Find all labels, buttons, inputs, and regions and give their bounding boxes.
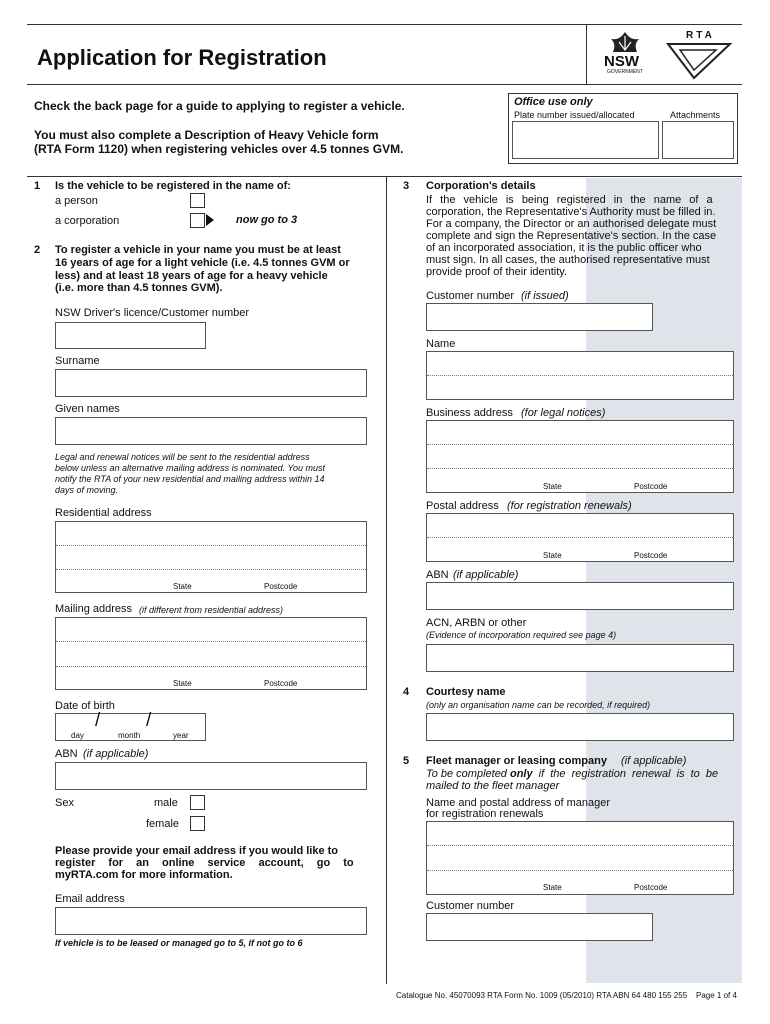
residential-address-field[interactable] — [55, 521, 367, 593]
q3-postal-line — [427, 537, 733, 538]
rta-chevron-icon — [664, 40, 734, 80]
q3-name-line — [427, 375, 733, 376]
q1-corporation-checkbox[interactable] — [190, 213, 205, 228]
q3-business-label: Business address — [426, 407, 513, 419]
section-divider — [27, 176, 742, 177]
intro-line2a: You must also complete a Description of Heavy Vehicle form — [34, 128, 379, 142]
rta-logo-text: RTA — [686, 30, 715, 41]
q3-business-line1 — [427, 444, 733, 445]
residential-line1 — [56, 545, 366, 546]
surname-field[interactable] — [55, 369, 367, 397]
q3-acn-field[interactable] — [426, 644, 734, 672]
q5-customer-label: Customer number — [426, 900, 515, 912]
q2-line3: less) and at least 18 years of age for a heavy vehicle — [55, 270, 328, 282]
q5-name-label-1: Name and postal address of manager — [426, 797, 611, 809]
abn-label: ABN — [55, 748, 78, 760]
attachments-label: Attachments — [670, 110, 721, 120]
q1-question: Is the vehicle to be registered in the name of: — [55, 180, 291, 192]
page-title: Application for Registration — [37, 45, 327, 70]
q2-line1: To register a vehicle in your name you must be at least — [55, 244, 341, 256]
abn-field[interactable] — [55, 762, 367, 790]
email-info-line3: myRTA.com for more information. — [55, 869, 233, 881]
residential-postcode-label: Postcode — [264, 582, 298, 591]
arrow-right-icon — [206, 214, 214, 226]
q2-line4: (i.e. more than 4.5 tonnes GVM). — [55, 282, 223, 294]
given-names-label: Given names — [55, 403, 120, 415]
q3-business-postcode: Postcode — [634, 482, 668, 491]
q3-acn-label: ACN, ARBN or other — [426, 617, 527, 629]
q3-postal-postcode: Postcode — [634, 551, 668, 560]
dob-year-label: year — [173, 731, 189, 740]
rta-logo — [664, 30, 734, 80]
given-names-field[interactable] — [55, 417, 367, 445]
q3-customer-label: Customer number — [426, 290, 515, 302]
mailing-state-label: State — [173, 679, 192, 688]
email-label: Email address — [55, 893, 125, 905]
q3-postal-note: (for registration renewals) — [507, 500, 632, 512]
attachments-field[interactable] — [662, 121, 734, 159]
q3-text-5: of an incorporated association, it is the public officer who — [426, 242, 702, 254]
sex-male-label: male — [154, 797, 178, 809]
notice-line2: below unless an alternative mailing address is nominated. You must — [55, 463, 325, 473]
dob-slash-2: / — [146, 710, 152, 731]
q3-customer-field[interactable] — [426, 303, 653, 331]
q3-business-line2 — [427, 468, 733, 469]
q3-text-7: provide proof of their identity. — [426, 266, 568, 278]
waratah-icon — [597, 30, 653, 54]
sex-female-label: female — [146, 818, 180, 830]
q3-text-2: corporation, the Representative's Authority must be filled in. — [426, 206, 716, 218]
q5-manager-field[interactable] — [426, 821, 734, 895]
q1-goto: now go to 3 — [236, 214, 298, 226]
dob-day-label: day — [71, 731, 84, 740]
nsw-logo — [597, 30, 653, 78]
sex-male-checkbox[interactable] — [190, 795, 205, 810]
goto-note: If vehicle is to be leased or managed go to 5, if not go to 6 — [55, 938, 303, 948]
q4-note: (only an organisation name can be recorded, if required) — [426, 700, 651, 710]
mailing-postcode-label: Postcode — [264, 679, 298, 688]
mailing-address-label: Mailing address — [55, 603, 133, 615]
header-divider — [586, 24, 587, 84]
nsw-logo-sub: GOVERNMENT — [607, 69, 643, 75]
q5-postcode-label: Postcode — [634, 883, 668, 892]
footer-catalogue: Catalogue No. 45070093 RTA Form No. 1009 (05/2010) RTA ABN 64 480 155 255 — [396, 991, 688, 1000]
surname-label: Surname — [55, 355, 100, 367]
q4-title: Courtesy name — [426, 686, 506, 698]
email-info-line1: Please provide your email address if you would like to — [55, 845, 339, 857]
q2-line2: 16 years of age for a light vehicle (i.e. 4.5 tonnes GVM or — [55, 257, 350, 269]
licence-field[interactable] — [55, 322, 206, 349]
header-bottom-rule — [27, 84, 742, 85]
plate-number-label: Plate number issued/allocated — [514, 110, 635, 120]
abn-note: (if applicable) — [83, 748, 149, 760]
q5-number: 5 — [403, 755, 410, 767]
q5-manager-line2 — [427, 870, 733, 871]
mailing-address-note: (if different from residential address) — [139, 605, 284, 615]
q3-postal-label: Postal address — [426, 500, 499, 512]
q3-text-1: If the vehicle is being registered in the name of a — [426, 194, 713, 206]
q5-sub-part-b: only — [509, 768, 533, 780]
q4-number: 4 — [403, 686, 410, 698]
notice-line4: days of moving. — [55, 485, 119, 495]
q3-abn-label: ABN — [426, 569, 449, 581]
q3-abn-note: (if applicable) — [453, 569, 519, 581]
sex-female-checkbox[interactable] — [190, 816, 205, 831]
q2-number: 2 — [34, 244, 41, 256]
q3-name-label: Name — [426, 338, 456, 350]
sex-label: Sex — [55, 797, 74, 809]
notice-line3: notify the RTA of your new residential and mailing address within 14 — [55, 474, 325, 484]
dob-label: Date of birth — [55, 700, 115, 712]
q3-abn-field[interactable] — [426, 582, 734, 610]
q3-customer-note: (if issued) — [521, 290, 569, 302]
email-field[interactable] — [55, 907, 367, 935]
licence-label: NSW Driver's licence/Customer number — [55, 307, 250, 319]
residential-address-label: Residential address — [55, 507, 152, 519]
q5-sub-part-c: if the registration renewal is to be — [532, 768, 719, 780]
residential-state-label: State — [173, 582, 192, 591]
mailing-line1 — [56, 641, 366, 642]
dob-slash-1: / — [95, 710, 101, 731]
mailing-address-field[interactable] — [55, 617, 367, 690]
q5-state-label: State — [543, 883, 562, 892]
q5-sub-part-a: To be completed — [426, 768, 510, 780]
q3-number: 3 — [403, 180, 410, 192]
intro-line2b: (RTA Form 1120) when registering vehicles over 4.5 tonnes GVM. — [34, 142, 404, 156]
q3-business-state: State — [543, 482, 562, 491]
dob-month-label: month — [118, 731, 141, 740]
column-divider — [386, 176, 387, 984]
q5-sub-line2: mailed to the fleet manager — [426, 780, 560, 792]
q4-courtesy-field[interactable] — [426, 713, 734, 741]
footer-page: Page 1 of 4 — [696, 991, 737, 1000]
q5-customer-field[interactable] — [426, 913, 653, 941]
q1-opt-person-label: a person — [55, 195, 98, 207]
q1-number: 1 — [34, 180, 41, 192]
notice-line1: Legal and renewal notices will be sent to the residential address — [55, 452, 310, 462]
office-use-title: Office use only — [514, 96, 593, 108]
q3-acn-note: (Evidence of incorporation required see page 4) — [426, 630, 617, 640]
q5-sub-line1 — [426, 768, 718, 780]
q5-manager-line1 — [427, 845, 733, 846]
header-top-rule — [27, 24, 742, 25]
q3-postal-state: State — [543, 551, 562, 560]
q3-text-4: complete and sign the Representative's section. In the case — [426, 230, 717, 242]
q3-title: Corporation's details — [426, 180, 536, 192]
q1-opt-corp-label: a corporation — [55, 215, 120, 227]
q3-business-note: (for legal notices) — [521, 407, 606, 419]
email-info-line2: register for an online service account, go to — [55, 857, 354, 869]
q5-name-label-2: for registration renewals — [426, 808, 544, 820]
q3-business-field[interactable] — [426, 420, 734, 493]
mailing-line2 — [56, 666, 366, 667]
nsw-logo-text: NSW — [604, 53, 639, 70]
intro-line1: Check the back page for a guide to applying to register a vehicle. — [34, 99, 405, 113]
q3-text-3: For a company, the Director or an authorised delegate must — [426, 218, 717, 230]
q1-person-checkbox[interactable] — [190, 193, 205, 208]
residential-line2 — [56, 569, 366, 570]
q3-text-6: must sign. In all cases, the authorised representative must — [426, 254, 710, 266]
q5-title-note: (if applicable) — [621, 755, 687, 767]
q5-title: Fleet manager or leasing company — [426, 755, 607, 767]
plate-number-field[interactable] — [512, 121, 659, 159]
